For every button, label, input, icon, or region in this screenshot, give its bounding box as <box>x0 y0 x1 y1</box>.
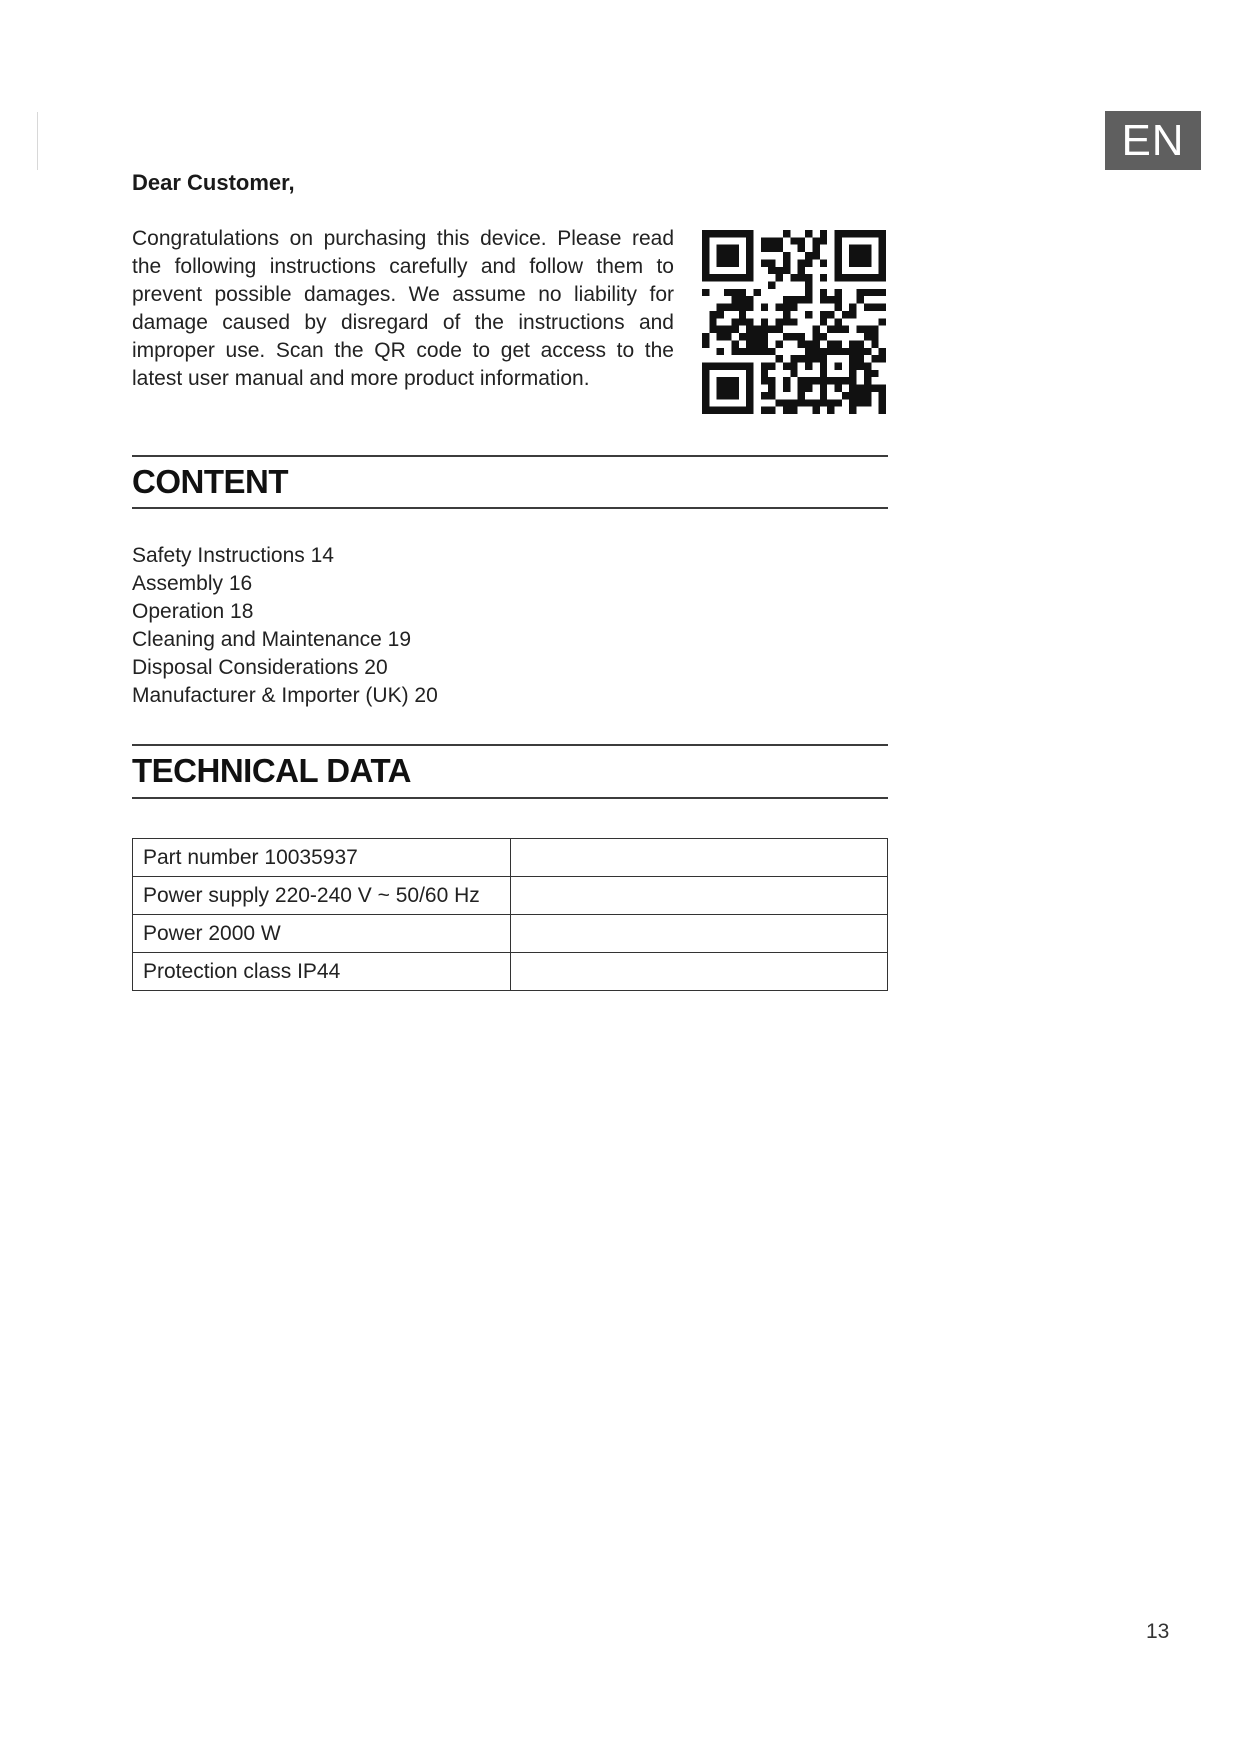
qr-code-icon[interactable] <box>702 230 886 414</box>
toc-item[interactable]: Operation 18 <box>132 600 254 623</box>
technical-data-table <box>132 838 888 991</box>
salutation: Dear Customer, <box>132 170 295 195</box>
technical-data-bottom-rule <box>132 797 888 799</box>
toc-item[interactable]: Assembly 16 <box>132 572 253 595</box>
toc-item[interactable]: Manufacturer & Importer (UK) 20 <box>132 684 438 707</box>
technical-data-top-rule <box>132 744 888 746</box>
spec-label: Protection class IP44 <box>133 953 511 991</box>
spec-value <box>510 877 888 915</box>
content-top-rule <box>132 455 888 457</box>
toc-item[interactable]: Safety Instructions 14 <box>132 544 334 567</box>
spec-label: Part number 10035937 <box>133 839 511 877</box>
content-bottom-rule <box>132 507 888 509</box>
spec-value <box>510 839 888 877</box>
spec-label: Power supply 220-240 V ~ 50/60 Hz <box>133 877 511 915</box>
table-row <box>133 877 888 915</box>
language-badge: EN <box>1105 111 1201 170</box>
technical-data-heading: TECHNICAL DATA <box>132 752 411 789</box>
toc-item[interactable]: Cleaning and Maintenance 19 <box>132 628 412 651</box>
margin-rule <box>37 112 38 170</box>
spec-label: Power 2000 W <box>133 915 511 953</box>
table-row <box>133 953 888 991</box>
content-heading: CONTENT <box>132 463 288 500</box>
spec-value <box>510 953 888 991</box>
page-number: 13 <box>1146 1620 1170 1643</box>
intro-paragraph: Congratulations on purchasing this device. Please read the following instructions carefully and follow them to prevent possible damages. We assume no liability for damage caused by disregard of the instructions and improper use. Scan the QR code to get access to the latest user manual and more product information. <box>132 227 674 390</box>
table-row <box>133 915 888 953</box>
table-row <box>133 839 888 877</box>
table-of-contents <box>132 542 438 710</box>
spec-value <box>510 915 888 953</box>
toc-item[interactable]: Disposal Considerations 20 <box>132 656 388 679</box>
